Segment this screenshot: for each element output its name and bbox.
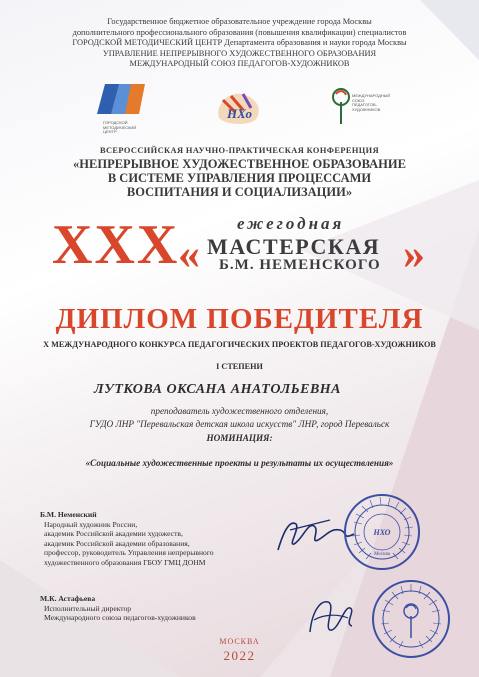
recipient-position: преподаватель художественного отделения, xyxy=(150,406,329,416)
nomination-title: «Социальные художественные проекты и результаты их осуществления» xyxy=(85,458,394,468)
signatory-1-title-5: художественного образования ГБОУ ГМЦ ДОНМ xyxy=(44,557,206,567)
footer-city: МОСКВА xyxy=(219,637,260,646)
header-line-4: УПРАВЛЕНИЕ НЕПРЕРЫВНОГО ХУДОЖЕСТВЕННОГО ОБРАЗОВАНИЯ xyxy=(102,48,377,58)
footer-year: 2022 xyxy=(223,648,256,663)
union-caption-1: МЕЖДУНАРОДНЫЙ xyxy=(352,93,391,98)
signatory-1-title-2: академик Российской академии художеств, xyxy=(44,529,183,539)
signatory-2 xyxy=(40,594,196,623)
header-line-1: Государственное бюджетное образовательное учреждение города Москвы xyxy=(107,17,372,26)
svg-text:НХо: НХо xyxy=(227,106,253,121)
event-annual: ежегодная xyxy=(237,214,345,233)
conference-title xyxy=(0,157,479,199)
conference-title-line-1: «НЕПРЕРЫВНОЕ ХУДОЖЕСТВЕННОЕ ОБРАЗОВАНИЕ xyxy=(73,157,406,171)
diploma-title: ДИПЛОМ ПОБЕДИТЕЛЯ xyxy=(55,303,424,335)
signatory-1-title-3: академик Российской академии образования, xyxy=(44,538,190,548)
conference-title-line-3: ВОСПИТАНИЯ И СОЦИАЛИЗАЦИИ» xyxy=(126,185,353,199)
signatory-2-title-1: Исполнительный директор xyxy=(44,603,132,613)
union-logo-icon xyxy=(330,86,352,126)
nho-logo-icon xyxy=(213,88,265,128)
conference-title-line-2: В СИСТЕМЕ УПРАВЛЕНИЯ ПРОЦЕССАМИ xyxy=(107,171,372,185)
signatory-1-name: Б.М. Неменский xyxy=(40,510,97,519)
union-logo xyxy=(330,86,400,132)
recipient-organization: ГУДО ЛНР "Перевальская детская школа искусств" ЛНР, город Перевальск xyxy=(89,419,390,429)
header-line-2: дополнительного профессионального образования (повышения квалификации) специалистов xyxy=(72,27,407,37)
diploma-degree: I СТЕПЕНИ xyxy=(216,362,263,371)
union-caption-2: СОЮЗ xyxy=(352,97,365,103)
conference-type: ВСЕРОССИЙСКАЯ НАУЧНО-ПРАКТИЧЕСКАЯ КОНФЕРЕНЦИЯ xyxy=(99,146,380,155)
signatory-1 xyxy=(40,510,214,568)
event-number: XXX xyxy=(52,214,180,276)
close-quote: » xyxy=(403,229,425,278)
gmc-logo xyxy=(95,84,147,134)
header-institution xyxy=(0,17,479,70)
stamp-1-logo: НХО xyxy=(373,528,391,537)
union-caption-3: ПЕДАГОГОВ- xyxy=(352,102,378,108)
round-stamp-gmc xyxy=(342,492,422,572)
gmc-caption-1: ГОРОДСКОЙ xyxy=(103,120,128,125)
signature-astafieva xyxy=(300,592,360,642)
contest-name: X МЕЖДУНАРОДНОГО КОНКУРСА ПЕДАГОГИЧЕСКИХ ПРОЕКТОВ ПЕДАГОГОВ-ХУДОЖНИКОВ xyxy=(43,340,436,349)
header-line-3: ГОРОДСКОЙ МЕТОДИЧЕСКИЙ ЦЕНТР Департамента образования и науки города Москвы xyxy=(72,38,407,47)
signatory-1-title-1: Народный художник России, xyxy=(44,519,138,529)
header-line-5: МЕЖДУНАРОДНЫЙ СОЮЗ ПЕДАГОГОВ-ХУДОЖНИКОВ xyxy=(129,59,350,68)
signatory-2-name: М.К. Астафьева xyxy=(40,594,96,603)
recipient-name: ЛУТКОВА ОКСАНА АНАТОЛЬЕВНА xyxy=(93,382,342,397)
gmc-caption-3: ЦЕНТР xyxy=(103,129,117,135)
open-quote: « xyxy=(178,229,200,278)
gmc-logo-icon xyxy=(95,84,147,116)
stamp-1-city: Москва xyxy=(373,552,391,557)
signatory-1-title-4: профессор, руководитель Управления непрерывного xyxy=(44,548,214,558)
signatory-2-title-2: Международного союза педагогов-художников xyxy=(44,613,196,623)
gmc-caption-2: МЕТОДИЧЕСКИЙ xyxy=(103,124,137,130)
event-workshop: МАСТЕРСКАЯ xyxy=(207,234,381,259)
nomination-label: НОМИНАЦИЯ: xyxy=(206,433,273,443)
event-person: Б.М. НЕМЕНСКОГО xyxy=(219,257,381,273)
union-caption-4: ХУДОЖНИКОВ xyxy=(352,106,381,112)
